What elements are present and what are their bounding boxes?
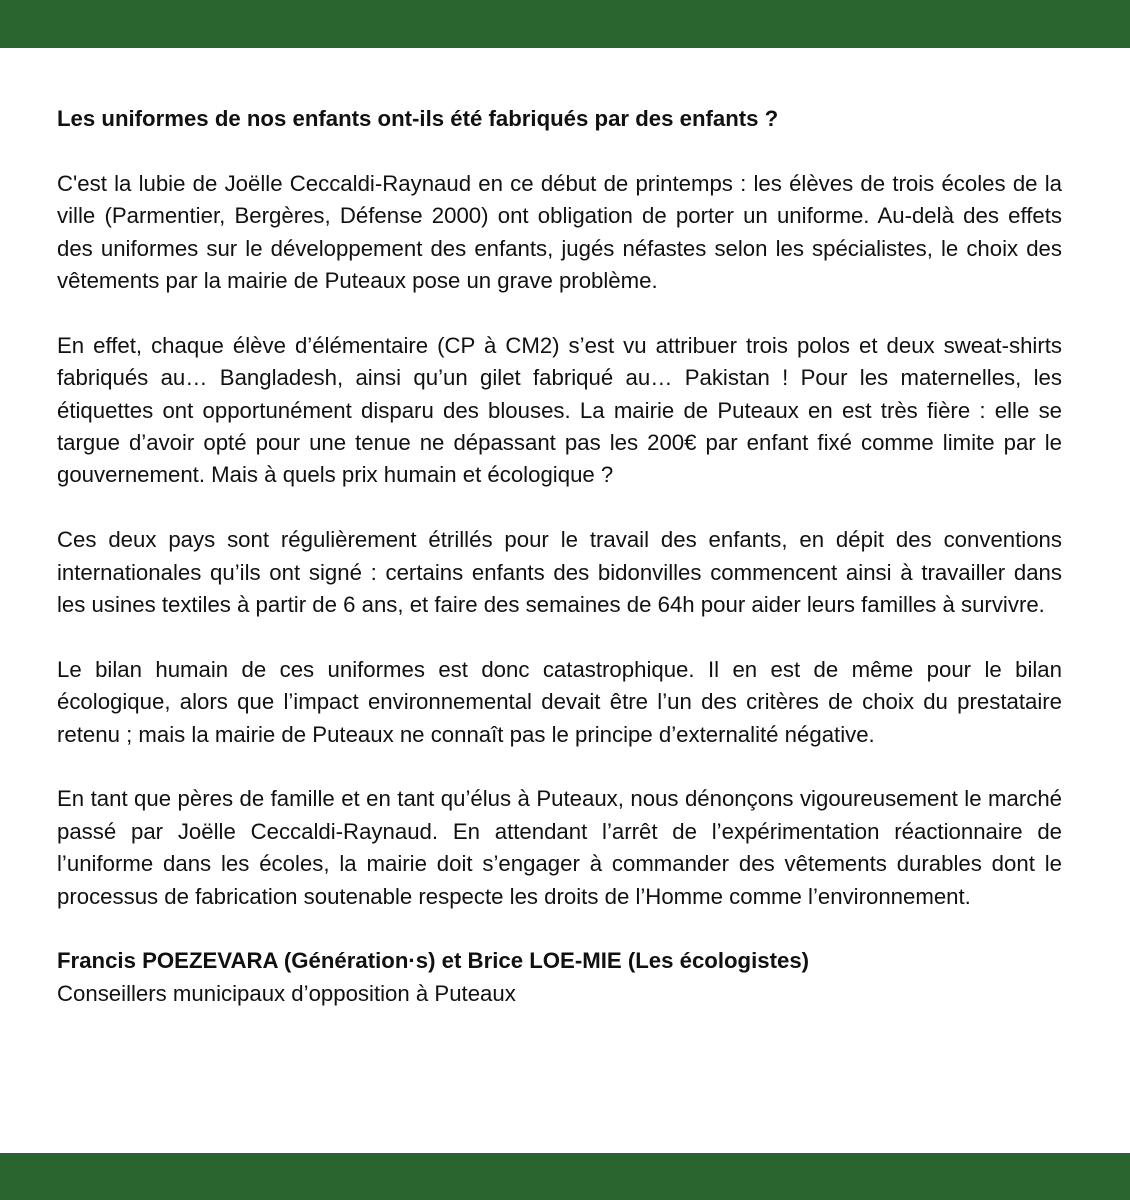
article-paragraph-5: En tant que pères de famille et en tant qu’élus à Puteaux, nous dénonçons vigoureusement le marché passé par Joëlle Ceccaldi-Raynaud. En attendant l’arrêt de l’expérimentation réactionnaire de l’uniforme dans les écoles, la mairie doit s’engager à commander des vêtements durables dont le processus de fabrication soutenable respecte les droits de l’Homme comme l’environnement. [57, 786, 1062, 909]
signature-role: Conseillers municipaux d’opposition à Puteaux [57, 980, 516, 1006]
article-paragraph-1: C'est la lubie de Joëlle Ceccaldi-Raynaud en ce début de printemps : les élèves de trois écoles de la ville (Parmentier, Bergères, Défense 2000) ont obligation de porter un uniforme. Au-delà des effets des uniformes sur le développement des enfants, jugés néfastes selon les spécialistes, le choix des vêtements par la mairie de Puteaux pose un grave problème. [57, 170, 1062, 294]
signature-names: Francis POEZEVARA (Génération·s) et Brice LOE-MIE (Les écologistes) [57, 948, 810, 974]
article-paragraph-2: En effet, chaque élève d’élémentaire (CP à CM2) s’est vu attribuer trois polos et deux sweat-shirts fabriqués au… Bangladesh, ainsi qu’un gilet fabriqué au… Pakistan ! Pour les maternelles, les étiquettes ont opportunément disparu des blouses. La mairie de Puteaux en est très fière : elle se targue d’avoir opté pour une tenue ne dépassant pas les 200€ par enfant fixé comme limite par le gouvernement. Mais à quels prix humain et écologique ? [57, 332, 1062, 488]
bottom-green-bar [0, 1153, 1130, 1200]
article-paragraph-3: Ces deux pays sont régulièrement étrillés pour le travail des enfants, en dépit des conventions internationales qu’ils ont signé : certains enfants des bidonvilles commencent ainsi à travailler dans les usines textiles à partir de 6 ans, et faire des semaines de 64h pour aider leurs familles à survivre. [57, 527, 1062, 618]
article-paragraph-4: Le bilan humain de ces uniformes est donc catastrophique. Il en est de même pour le bilan écologique, alors que l’impact environnemental devait être l’un des critères de choix du prestataire retenu ; mais la mairie de Puteaux ne connaît pas le principe d’externalité négative. [57, 656, 1062, 747]
article-title: Les uniformes de nos enfants ont-ils été fabriqués par des enfants ? [57, 106, 779, 131]
article [57, 103, 1062, 1010]
top-green-bar [0, 0, 1130, 48]
signature-block [57, 945, 1062, 1010]
